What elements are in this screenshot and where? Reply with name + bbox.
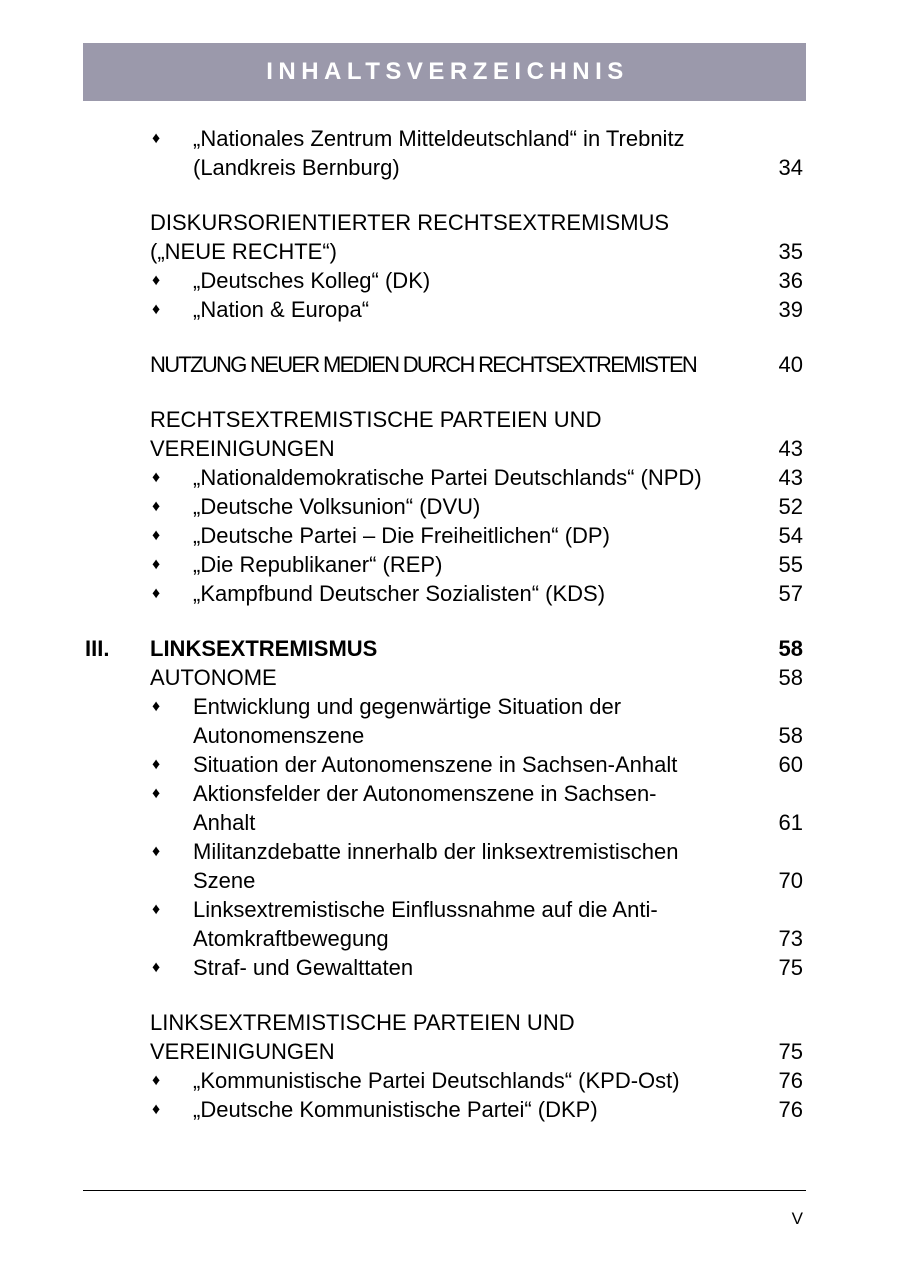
- bullet-diamond-icon: ♦: [152, 469, 161, 486]
- toc-entry-title: Entwicklung und gegenwärtige Situation der: [193, 694, 622, 719]
- toc-entry-line: [0, 634, 900, 663]
- toc-entry[interactable]: [0, 779, 900, 837]
- toc-entry[interactable]: [0, 1008, 900, 1066]
- toc-section: [0, 1008, 900, 1124]
- toc-entry-title: „Deutsche Partei – Die Freiheitlichen“ (DP): [193, 523, 610, 548]
- toc-page-number: 58: [778, 665, 803, 690]
- bullet-diamond-icon: ♦: [152, 959, 161, 976]
- toc-entry-title: VEREINIGUNGEN: [150, 436, 335, 461]
- toc-entry-title: Szene: [193, 868, 256, 893]
- toc-entry-title: Situation der Autonomenszene in Sachsen-Anhalt: [193, 752, 678, 777]
- toc-entry[interactable]: [0, 521, 900, 550]
- toc-entry[interactable]: [0, 350, 900, 379]
- toc-entry-line: [0, 1066, 900, 1095]
- toc-entry-line: [0, 1095, 900, 1124]
- toc-entry-line: [0, 237, 900, 266]
- toc-entry-line: [0, 721, 900, 750]
- bullet-diamond-icon: ♦: [152, 301, 161, 318]
- bullet-diamond-icon: ♦: [152, 1072, 161, 1089]
- toc-entry-title: NUTZUNG NEUER MEDIEN DURCH RECHTSEXTREMISTEN: [150, 352, 697, 377]
- toc-page-number: 43: [778, 436, 803, 461]
- toc-entry-line: [0, 153, 900, 182]
- toc-entry-title: Linksextremistische Einflussnahme auf die Anti-: [193, 897, 658, 922]
- toc-entry[interactable]: [0, 405, 900, 463]
- toc-page-number: 75: [778, 1039, 803, 1064]
- toc-entry[interactable]: [0, 837, 900, 895]
- toc-entry-line: [0, 295, 900, 324]
- toc-entry-title: („NEUE RECHTE“): [150, 239, 337, 264]
- toc-entry-line: [0, 1008, 900, 1037]
- toc-entry[interactable]: [0, 208, 900, 266]
- toc-page-number: 75: [778, 955, 803, 980]
- toc-page-number: 61: [778, 810, 803, 835]
- toc-entry-line: [0, 866, 900, 895]
- toc-entry[interactable]: [0, 750, 900, 779]
- toc-entry-title: RECHTSEXTREMISTISCHE PARTEIEN UND: [150, 407, 602, 432]
- toc-entry-title: (Landkreis Bernburg): [193, 155, 400, 180]
- toc-entry-line: [0, 266, 900, 295]
- toc-page-number: 58: [778, 636, 803, 661]
- toc-entry-line: [0, 837, 900, 866]
- toc-entry-line: [0, 124, 900, 153]
- toc-entry-title: „Die Republikaner“ (REP): [193, 552, 443, 577]
- toc-entry-line: [0, 663, 900, 692]
- toc-page-number: 58: [778, 723, 803, 748]
- toc-page-number: 34: [778, 155, 803, 180]
- toc-section: [0, 634, 900, 982]
- toc-entry-line: [0, 953, 900, 982]
- toc-entry-line: [0, 350, 900, 379]
- toc-entry-title: „Deutsche Volksunion“ (DVU): [193, 494, 481, 519]
- toc-entry[interactable]: [0, 895, 900, 953]
- toc-entry-line: [0, 1037, 900, 1066]
- toc-entry-line: [0, 808, 900, 837]
- toc-entry[interactable]: [0, 124, 900, 182]
- toc-entry[interactable]: [0, 634, 900, 663]
- toc-entry-line: [0, 492, 900, 521]
- toc-entry-title: Atomkraftbewegung: [193, 926, 389, 951]
- toc-entry[interactable]: [0, 295, 900, 324]
- bullet-diamond-icon: ♦: [152, 901, 161, 918]
- bullet-diamond-icon: ♦: [152, 843, 161, 860]
- page-title: INHALTSVERZEICHNIS: [266, 58, 629, 85]
- bullet-diamond-icon: ♦: [152, 756, 161, 773]
- toc-entry-line: [0, 521, 900, 550]
- toc-entry[interactable]: [0, 953, 900, 982]
- bullet-diamond-icon: ♦: [152, 785, 161, 802]
- toc-page-number: 35: [778, 239, 803, 264]
- toc-section: [0, 208, 900, 324]
- toc-page-number: 54: [778, 523, 803, 548]
- toc-entry-title: LINKSEXTREMISMUS: [150, 636, 378, 661]
- toc-page-number: 76: [778, 1068, 803, 1093]
- chapter-number: III.: [85, 636, 110, 661]
- toc-entry-title: Straf- und Gewalttaten: [193, 955, 414, 980]
- toc-entry-title: „Deutsche Kommunistische Partei“ (DKP): [193, 1097, 598, 1122]
- toc-entry-title: Aktionsfelder der Autonomenszene in Sachsen-: [193, 781, 657, 806]
- toc-entry[interactable]: [0, 579, 900, 608]
- toc-page-number: 73: [778, 926, 803, 951]
- toc-page-number: 76: [778, 1097, 803, 1122]
- page-number: V: [791, 1209, 803, 1228]
- toc-section: [0, 405, 900, 608]
- toc-entry-line: [0, 779, 900, 808]
- toc-entry-title: LINKSEXTREMISTISCHE PARTEIEN UND: [150, 1010, 575, 1035]
- toc-entry[interactable]: [0, 1095, 900, 1124]
- toc-entry[interactable]: [0, 550, 900, 579]
- toc-entry-line: [0, 208, 900, 237]
- toc-entry-title: „Kommunistische Partei Deutschlands“ (KPD-Ost): [193, 1068, 680, 1093]
- toc-entry-line: [0, 550, 900, 579]
- toc-page-number: 70: [778, 868, 803, 893]
- toc-entry-title: „Nationales Zentrum Mitteldeutschland“ in Trebnitz: [193, 126, 685, 151]
- toc-page-number: 52: [778, 494, 803, 519]
- toc-entry-title: Autonomenszene: [193, 723, 365, 748]
- toc-entry-line: [0, 463, 900, 492]
- toc-entry[interactable]: [0, 663, 900, 692]
- bullet-diamond-icon: ♦: [152, 272, 161, 289]
- toc-entry-line: [0, 895, 900, 924]
- toc-entry-title: „Nationaldemokratische Partei Deutschlands“ (NPD): [193, 465, 702, 490]
- toc-entry[interactable]: [0, 463, 900, 492]
- toc-entry-line: [0, 434, 900, 463]
- toc-page-number: 60: [778, 752, 803, 777]
- toc-entry-title: AUTONOME: [150, 665, 277, 690]
- table-of-contents: [0, 124, 900, 1124]
- toc-section: [0, 124, 900, 182]
- bullet-diamond-icon: ♦: [152, 498, 161, 515]
- toc-entry-title: „Nation & Europa“: [193, 297, 370, 322]
- footer-divider: [83, 1190, 806, 1191]
- toc-entry-line: [0, 924, 900, 953]
- bullet-diamond-icon: ♦: [152, 698, 161, 715]
- toc-page-number: 57: [778, 581, 803, 606]
- toc-entry-title: DISKURSORIENTIERTER RECHTSEXTREMISMUS: [150, 210, 670, 235]
- toc-page-number: 36: [778, 268, 803, 293]
- toc-entry-title: „Deutsches Kolleg“ (DK): [193, 268, 431, 293]
- bullet-diamond-icon: ♦: [152, 130, 161, 147]
- toc-page-number: 39: [778, 297, 803, 322]
- toc-entry[interactable]: [0, 1066, 900, 1095]
- toc-section: [0, 350, 900, 379]
- bullet-diamond-icon: ♦: [152, 556, 161, 573]
- toc-entry-title: Militanzdebatte innerhalb der linksextremistischen: [193, 839, 679, 864]
- toc-entry[interactable]: [0, 692, 900, 750]
- bullet-diamond-icon: ♦: [152, 527, 161, 544]
- bullet-diamond-icon: ♦: [152, 585, 161, 602]
- toc-header-banner: [83, 43, 806, 101]
- toc-entry-line: [0, 405, 900, 434]
- toc-entry-title: VEREINIGUNGEN: [150, 1039, 335, 1064]
- toc-page-number: 40: [778, 352, 803, 377]
- toc-entry-line: [0, 579, 900, 608]
- toc-entry-title: „Kampfbund Deutscher Sozialisten“ (KDS): [193, 581, 606, 606]
- toc-page-number: 43: [778, 465, 803, 490]
- toc-entry-line: [0, 692, 900, 721]
- toc-entry[interactable]: [0, 266, 900, 295]
- toc-entry-line: [0, 750, 900, 779]
- bullet-diamond-icon: ♦: [152, 1101, 161, 1118]
- toc-page-number: 55: [778, 552, 803, 577]
- toc-entry[interactable]: [0, 492, 900, 521]
- toc-entry-title: Anhalt: [193, 810, 256, 835]
